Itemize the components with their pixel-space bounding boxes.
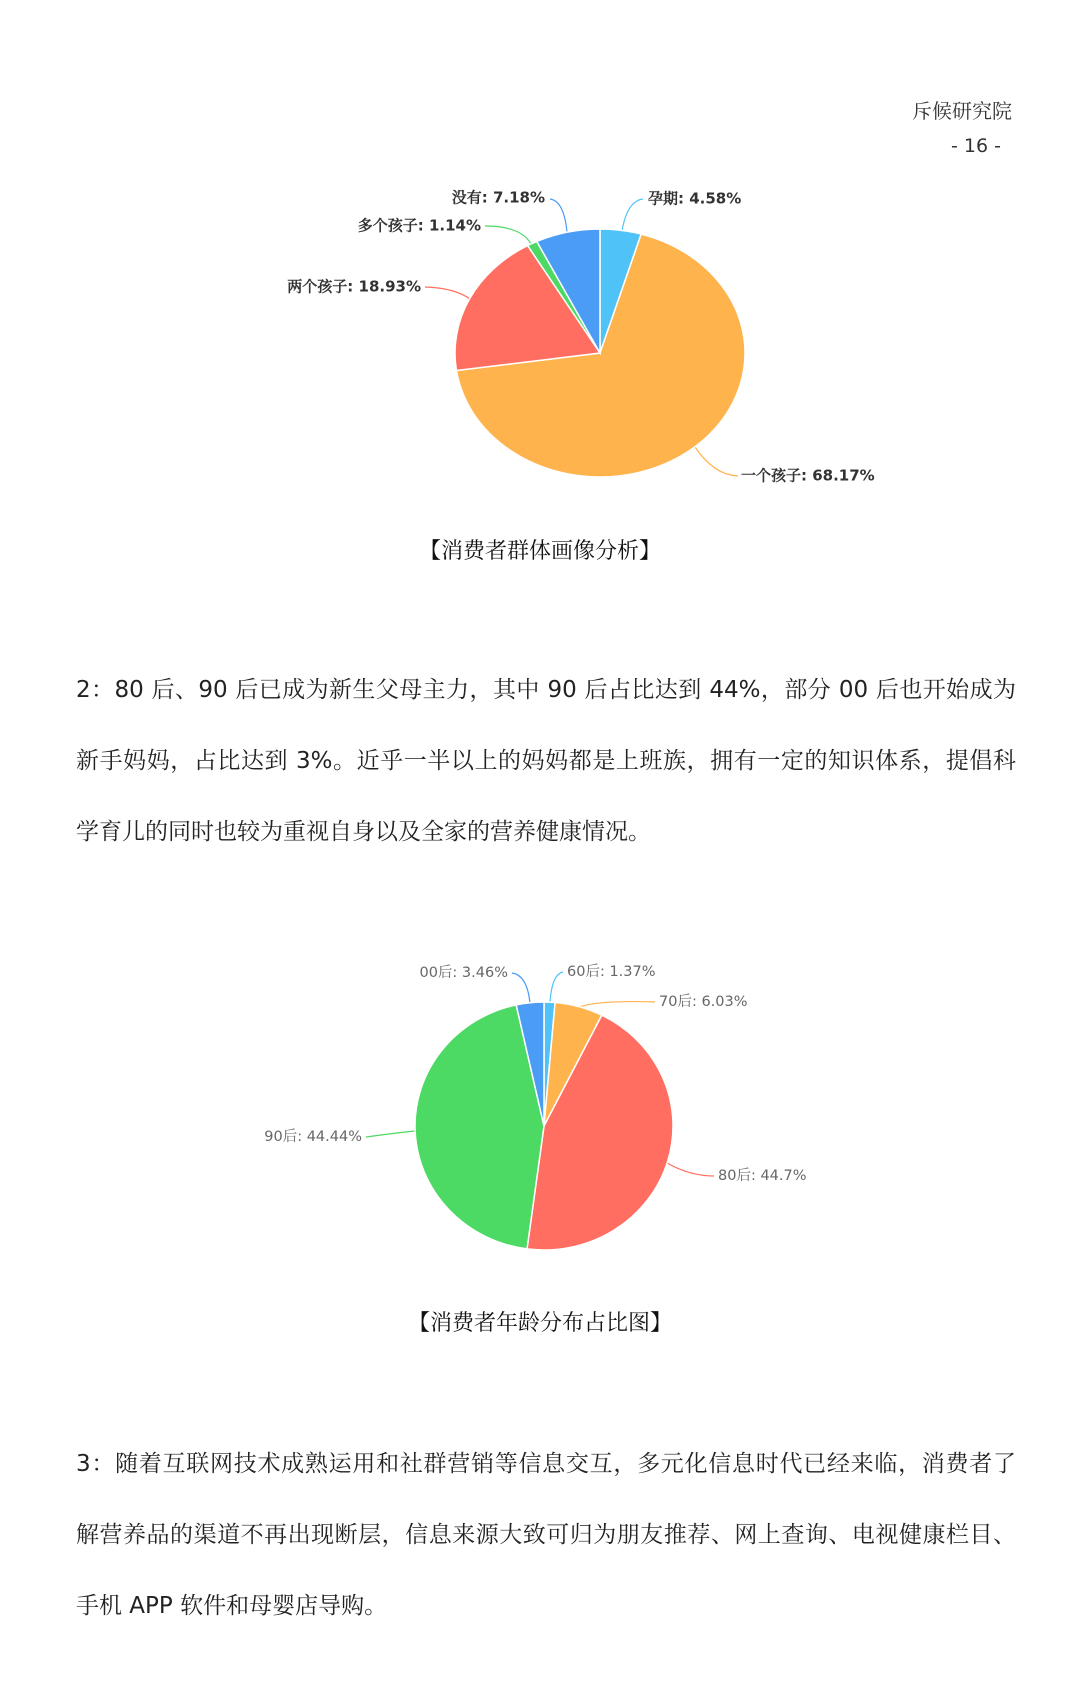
header-organization: 斥候研究院 [912,99,1012,123]
leader-line-60s [550,972,563,1002]
data-label-two-children: 两个孩子: 18.93% [287,277,421,296]
data-label-00s: 00后: 3.46% [419,965,508,981]
leader-line-80s [667,1163,714,1176]
pie-chart-family-status [0,170,1080,510]
leader-line-two-children [425,287,470,299]
pie-slices [455,229,745,477]
figure-caption-2: 【消费者年龄分布占比图】 [407,1311,672,1336]
leader-line-one-child [695,447,738,476]
leader-line-pregnancy [622,199,643,231]
paragraph-2-line-1: 2：80 后、90 后已成为新生父母主力，其中 90 后占比达到 44%，部分 00 后也开始成为 [76,677,1016,703]
paragraph-2-line-2: 新手妈妈，占比达到 3%。近乎一半以上的妈妈都是上班族，拥有一定的知识体系，提倡科 [76,748,1016,774]
data-label-one-child: 一个孩子: 68.17% [741,466,875,485]
page-number: - 16 - [951,135,1001,157]
paragraph-3 [76,1429,1016,1642]
pie-chart-age-distribution [0,950,1080,1270]
data-label-80s: 80后: 44.7% [718,1168,807,1184]
data-label-none: 没有: 7.18% [451,188,545,207]
paragraph-3-line-1: 3：随着互联网技术成熟运用和社群营销等信息交互，多元化信息时代已经来临，消费者了 [76,1451,1016,1477]
data-label-multiple-children: 多个孩子: 1.14% [357,216,481,235]
data-label-90s: 90后: 44.44% [264,1129,362,1145]
pie-slices [415,1002,673,1250]
paragraph-3-line-2: 解营养品的渠道不再出现断层，信息来源大致可归为朋友推荐、网上查询、电视健康栏目、 [76,1522,1016,1548]
leader-line-none [550,199,567,232]
figure-caption-1: 【消费者群体画像分析】 [418,539,661,564]
data-label-70s: 70后: 6.03% [659,994,748,1010]
leader-line-00s [512,973,530,1003]
leader-line-70s [579,1002,655,1007]
paragraph-2-line-3: 学育儿的同时也较为重视自身以及全家的营养健康情况。 [76,819,651,845]
leader-line-90s [366,1131,415,1137]
data-label-pregnancy: 孕期: 4.58% [648,189,742,208]
paragraph-2 [76,655,1016,868]
paragraph-3-line-3: 手机 APP 软件和母婴店导购。 [76,1593,388,1619]
leader-line-multiple-children [485,226,531,244]
data-label-60s: 60后: 1.37% [567,964,656,980]
